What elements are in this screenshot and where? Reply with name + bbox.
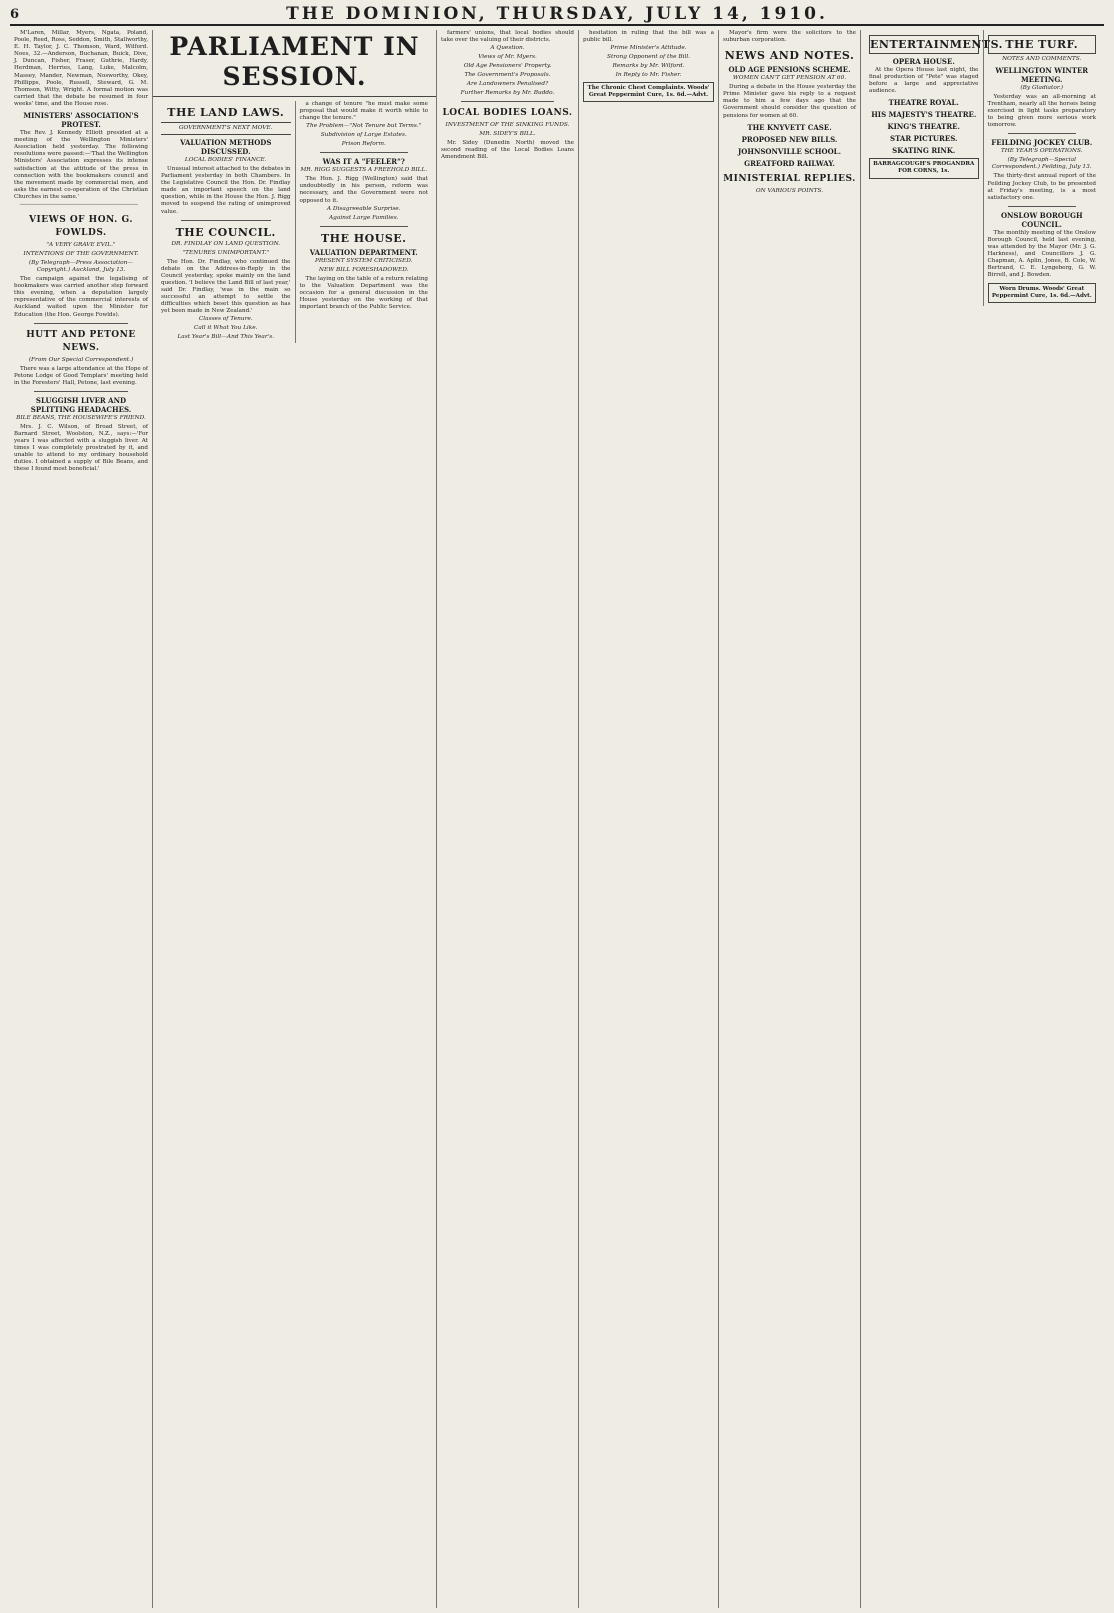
council-text: The Hon. Dr. Findlay, who continued the debate on the Address-in-Reply in the Council yesterday, spoke mainly on the land question. 'I believe the Land Bill of last year,' said Dr. Findlay, 'was in the main so successful an attempt to settle the difficulties which beset this question as has yet been made in New Zealand.' — [161, 258, 291, 315]
turf-text: Yesterday was an all-morning at Trentham, nearly all the horses being exercised in light tasks preparatory to being given more serious work tomorrow. — [987, 94, 1096, 129]
land-laws-sub3: LOCAL BODIES' FINANCE. — [184, 157, 267, 163]
column-3 — [436, 30, 578, 1608]
fowlds-sub2: INTENTIONS OF THE GOVERNMENT. — [23, 251, 139, 258]
column-5 — [718, 30, 860, 1608]
fisher-sub: In Reply to Mr. Fisher. — [615, 72, 682, 79]
prison-sub: Prison Reform. — [341, 141, 386, 148]
onslow-heading: ONSLOW BOROUGH COUNCIL. — [1000, 210, 1083, 229]
land-laws-text: Unusual interest attached to the debates in Parliament yesterday in both Chambers. In the Legislative Council the Hon. Dr. Findlay made an important speech on the land question, while in the House the Hon. J. Rigg moved to suspend the rating of unimproved value. — [161, 166, 291, 215]
pensioners-sub: Old Age Pensioners' Property. — [463, 63, 552, 70]
house-sub: VALUATION DEPARTMENT. — [309, 247, 418, 257]
families-sub: Against Large Families. — [328, 214, 399, 221]
subdivision-sub: Subdivision of Large Estates. — [320, 132, 407, 139]
penalised-sub: Are Landowners Penalised? — [466, 81, 549, 88]
hutt-heading: HUTT AND PETONE NEWS. — [26, 329, 136, 353]
council-sub2: Classes of Tenure. — [198, 316, 253, 323]
council-quote: "TENURES UNIMPORTANT." — [182, 249, 270, 256]
entertainments-text: At the Opera House last night, the final production of "Pete" was staged before a large and appreciative audience. — [869, 67, 979, 95]
problem-sub: The Problem—"Not Tenure but Terms." — [306, 123, 422, 130]
feeler-sub: MR. RIGG SUGGESTS A FREEHOLD BILL. — [300, 167, 428, 174]
knyvett-heading: THE KNYVETT CASE. — [747, 122, 832, 132]
hutt-sub: (From Our Special Correspondent.) — [28, 356, 134, 363]
feilding-sub: THE YEAR'S OPERATIONS. — [1000, 148, 1083, 155]
ministerial-sub: ON VARIOUS POINTS. — [755, 187, 824, 194]
fowlds-text: The campaign against the legalising of bookmakers was carried another step forward this evening, when a deputation largely representative of the commercial interests of Auckland waited upon the Minister for Education (the Hon. George Fowlds). — [14, 276, 148, 318]
theatre-royal-heading: THEATRE ROYAL. — [888, 98, 959, 108]
loans-sub: INVESTMENT OF THE SINKING FUNDS. — [445, 122, 570, 129]
ministers-protest-heading: MINISTERS' ASSOCIATION'S PROTEST. — [23, 111, 139, 130]
his-majestys-heading: HIS MAJESTY'S THEATRE. — [871, 110, 977, 120]
column-6 — [860, 30, 1104, 1608]
tenure-text: a change of tenure "he must make some proposal that would make it worth while to change the tenure." — [299, 101, 428, 122]
feilding-byline: (By Telegraph—Special Correspondent.) Feilding, July 13. — [991, 157, 1092, 171]
feilding-text: The thirty-first annual report of the Feilding Jockey Club, to be presented at Friday's meeting, is a most satisfactory one. — [987, 173, 1096, 201]
public-bill-text: hesitation in ruling that the bill was a public bill. — [583, 30, 714, 44]
column-1 — [10, 30, 152, 1608]
ministers-protest-text: The Rev. J. Kennedy Elliott presided at a meeting of the Wellington Ministers' Association held yesterday. The following resolutions were passed:—'That the Wellington Ministers' Association expresses its intense satisfaction at the attitude of the press in connection with the bookmakers council and the movement made by commercial men, and asks the earnest co-operation of the Christian Churches in the same.' — [14, 130, 148, 200]
parliament-banner: PARLIAMENT IN SESSION. — [153, 30, 436, 97]
kings-theatre-heading: KING'S THEATRE. — [887, 122, 960, 132]
corns-advert: BARRAGCOUGH'S PROGANDRA FOR CORNS, 1s. — [869, 158, 979, 178]
proposals-sub: The Government's Proposals. — [464, 72, 551, 79]
news-heading: NEWS AND NOTES. — [724, 49, 855, 63]
news-text: During a debate in the House yesterday the Prime Minister gave his reply to a request made to him a few days ago that the Government should consider the question of pensions for women at 60. — [723, 84, 856, 119]
article-body: ─────────────────────────────────── — [20, 201, 138, 208]
newspaper-title: THE DOMINION, THURSDAY, JULY 14, 1910. — [286, 4, 828, 24]
land-laws-heading: THE LAND LAWS. — [167, 106, 285, 119]
buddo-sub: Further Remarks by Mr. Buddo. — [460, 90, 555, 97]
land-laws-sub2: VALUATION METHODS DISCUSSED. — [180, 138, 272, 156]
loans-text: Mr. Sidey (Dunedin North) moved the second reading of the Local Bodies Loans Amendment Bill. — [441, 140, 574, 161]
hutt-text: There was a large attendance at the Hope of Petone Lodge of Good Templars' meeting held in the Foresters' Hall, Petone, last evening. — [14, 365, 148, 386]
bills-heading: PROPOSED NEW BILLS. — [741, 134, 838, 144]
question-sub: A Question. — [490, 45, 525, 52]
division-list: M'Laren, Millar, Myers, Ngata, Poland, Poole, Reed, Ross, Seddon, Smith, Stallworthy, E. H. Taylor, J. C. Thomson, Ward, Wilford. Noes, 32.—Anderson, Buchanan, Buick, Dive, J. Duncan, Fisher, Fraser, Guthrie, Hardy, Herdman, Herries, Lang, Luke, Malcolm, Massey, Mander, Newman, Nosworthy, Okey, Phillipps, Poole, Russell, Steward, G. M. Thomson, Witty, Wright. A formal motion was carried that the debate be resumed in four weeks' time, and the House rose. — [14, 30, 148, 107]
column-6b — [983, 30, 1101, 306]
fowlds-heading: VIEWS OF HON. G. FOWLDS. — [29, 215, 133, 239]
star-pictures-heading: STAR PICTURES. — [890, 134, 958, 144]
onslow-text: The monthly meeting of the Onslow Borough Council, held last evening, was attended by the Mayor (Mr. J. G. Harkness), and Councillors J. G. Chapman, A. Aplin, Jones, B. Cole, W. Bertrand, C. E. Lyngeberg, G. W. Birrell, and J. Bowden. — [987, 229, 1096, 279]
feilding-heading: FEILDING JOCKEY CLUB. — [991, 138, 1093, 148]
turf-heading: THE TURF. — [988, 35, 1097, 54]
wilford-sub: Remarks by Mr. Wilford. — [612, 63, 685, 70]
feeler-heading: WAS IT A "FEELER"? — [322, 157, 405, 167]
drums-advert: Worn Drums. Woods' Great Peppermint Cure, 1s. 6d.—Advt. — [988, 283, 1097, 303]
news-sub2: WOMEN CAN'T GET PENSION AT 60. — [732, 75, 847, 82]
turf-sub2: WELLINGTON WINTER MEETING. — [995, 66, 1089, 84]
turf-sub1: NOTES AND COMMENTS. — [1002, 56, 1082, 62]
page-number: 6 — [10, 6, 20, 22]
fowlds-byline: (By Telegraph—Press Association—Copyright.) Auckland, July 13. — [28, 260, 134, 274]
house-heading: THE HOUSE. — [320, 231, 407, 245]
council-heading: THE COUNCIL. — [175, 225, 276, 239]
surprise-sub: A Disagreeable Surprise. — [326, 205, 401, 212]
column-2b — [295, 101, 433, 343]
column-2a — [157, 101, 295, 343]
house-sub3: NEW BILL FORESHADOWED. — [318, 266, 409, 273]
council-sub4: Last Year's Bill—And This Year's. — [177, 334, 275, 341]
bile-sub: BILE BEANS, THE HOUSEWIFE'S FRIEND. — [16, 414, 146, 421]
feeler-text: The Hon. J. Rigg (Wellington) said that undoubtedly in his person, reform was necessary, and the Government were not opposed to it. — [299, 176, 428, 204]
bile-text: Mrs. J. C. Wilson, of Broad Street, of Barnard Street, Woolston, N.Z., says:—'For years I was affected with a sluggish liver. At times I was completely prostrated by it, and unable to attend to my ordinary household duties. I obtained a supply of Bile Beans, and these I found most beneficial.' — [14, 423, 148, 473]
column-6a — [865, 30, 1003, 306]
house-text: The laying on the table of a return relating to the Valuation Department was the occasion for a general discussion in the House yesterday on the working of that important branch of the Public Service. — [299, 275, 428, 311]
turf-byline: (By Gladiator.) — [1020, 85, 1064, 91]
council-sub3: Call it What You Like. — [193, 325, 258, 332]
house-sub2: PRESENT SYSTEM CRITICISED. — [314, 257, 413, 264]
greatford-heading: GREATFORD RAILWAY. — [744, 158, 835, 168]
ministerial-heading: MINISTERIAL REPLIES. — [723, 173, 856, 184]
skating-rink-heading: SKATING RINK. — [892, 146, 956, 156]
masthead — [10, 4, 1104, 26]
loans-sub2: MR. SIDEY'S BILL. — [479, 131, 536, 138]
fowlds-sub: "A VERY GRAVE EVIL." — [46, 242, 116, 249]
opponent-sub: Strong Opponent of the Bill. — [606, 54, 691, 61]
johnsonville-heading: JOHNSONVILLE SCHOOL. — [737, 146, 842, 156]
chest-advert: The Chronic Chest Complaints. Woods' Great Peppermint Cure, 1s. 6d.—Advt. — [583, 82, 714, 102]
myers-sub: Views of Mr. Myers. — [478, 54, 537, 61]
pm-attitude-sub: Prime Minister's Attitude. — [610, 45, 687, 52]
council-sub: DR. FINDLAY ON LAND QUESTION. — [171, 240, 281, 247]
land-laws-sub1: GOVERNMENT'S NEXT MOVE. — [161, 122, 291, 135]
entertainments-heading: ENTERTAINMENTS. — [869, 35, 979, 54]
valuation-text: farmers' unions, that local bodies should take over the valuing of their districts. — [441, 30, 574, 44]
opera-house-heading: OPERA HOUSE. — [892, 57, 955, 66]
bile-heading: SLUGGISH LIVER AND SPLITTING HEADACHES. — [30, 395, 132, 414]
loans-heading: LOCAL BODIES LOANS. — [442, 108, 573, 119]
column-2 — [152, 30, 436, 1608]
column-4 — [578, 30, 718, 1608]
mayor-text: Mayor's firm were the solicitors to the suburban corporation. — [723, 30, 856, 44]
news-sub: OLD AGE PENSIONS SCHEME. — [728, 65, 851, 75]
